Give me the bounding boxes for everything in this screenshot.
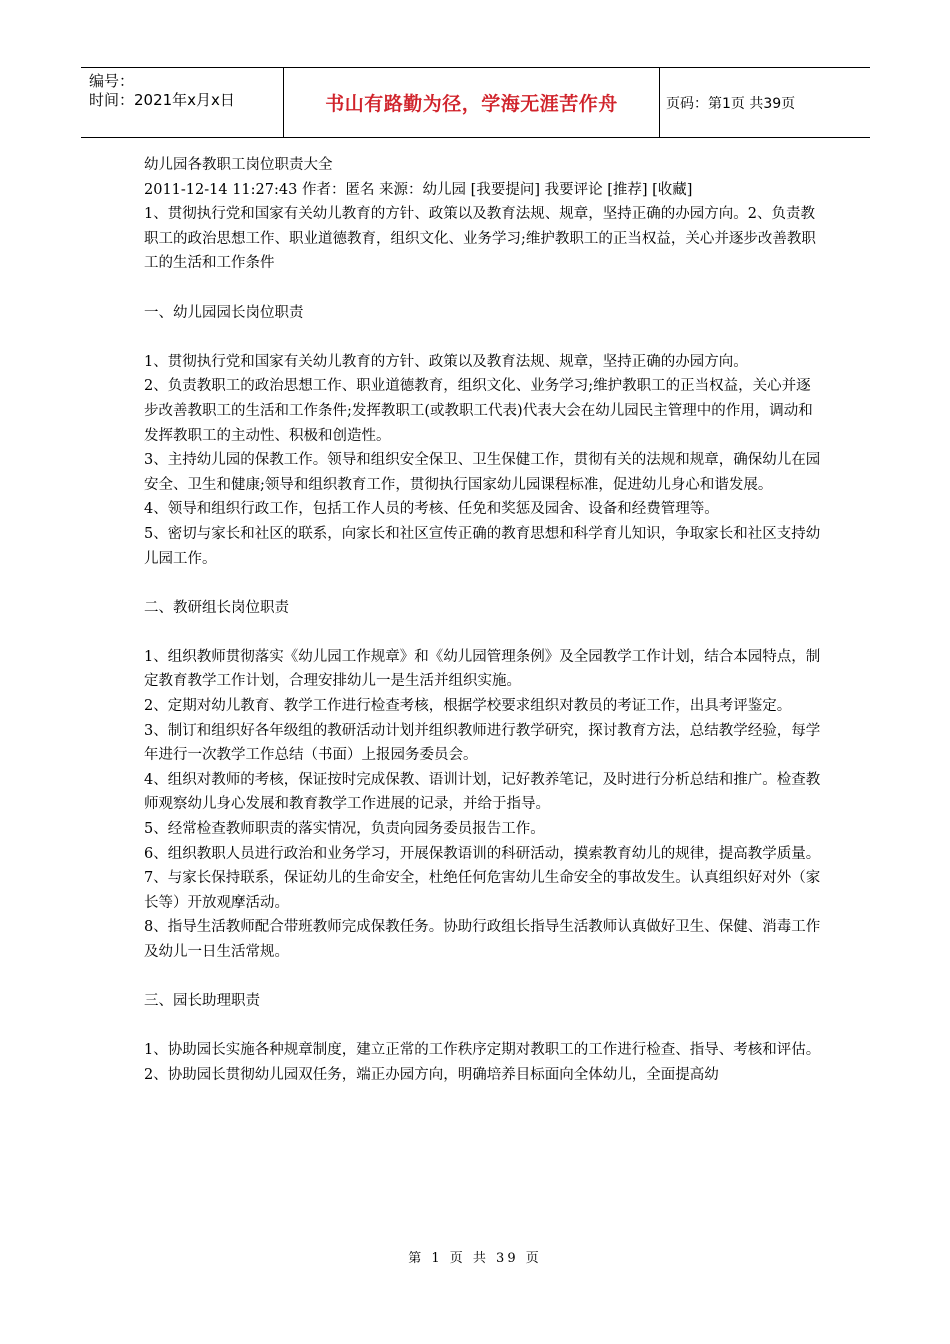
document-title: 幼儿园各教职工岗位职责大全 xyxy=(144,157,333,173)
header-motto: 书山有路勤为径，学海无涯苦作舟 xyxy=(284,68,660,137)
section-heading: 一、幼儿园园长岗位职责 xyxy=(144,304,304,321)
header-info-cell xyxy=(81,68,284,137)
list-item: 2、负责教职工的政治思想工作、职业道德教育，组织文化、业务学习;维护教职工的正当权益，关心并逐步改善教职工的生活和工作条件;发挥教职工(或教职工代表)代表大会在幼儿园民主管理中的作用，调动和发挥教职工的主动性、积极和创造性。 xyxy=(144,378,813,444)
document-meta: 2011-12-14 11:27:43 作者：匿名 来源：幼儿园 [我要提问] 我要评论 [推荐] [收藏] xyxy=(144,181,693,198)
list-item: 8、指导生活教师配合带班教师完成保教任务。协助行政组长指导生活教师认真做好卫生、保健、消毒工作及幼儿一日生活常规。 xyxy=(144,919,821,960)
list-item: 6、组织教职人员进行政治和业务学习，开展保教语训的科研活动，摸索教育幼儿的规律，提高教学质量。 xyxy=(144,845,821,862)
document-body xyxy=(144,153,824,1088)
document-number-label: 编号： xyxy=(89,72,135,90)
list-item: 3、主持幼儿园的保教工作。领导和组织安全保卫、卫生保健工作，贯彻有关的法规和规章，确保幼儿在园安全、卫生和健康;领导和组织教育工作，贯彻执行国家幼儿园课程标准，促进幼儿身心和谐发展。 xyxy=(144,452,821,493)
list-item: 2、协助园长贯彻幼儿园双任务，端正办园方向，明确培养目标面向全体幼儿，全面提高幼 xyxy=(144,1066,719,1083)
list-item: 4、组织对教师的考核，保证按时完成保教、语训计划，记好教养笔记，及时进行分析总结和推广。检查教师观察幼儿身心发展和教育教学工作进展的记录，并给于指导。 xyxy=(144,771,821,813)
section-heading: 三、园长助理职责 xyxy=(144,993,260,1010)
list-item: 2、定期对幼儿教育、教学工作进行检查考核，根据学校要求组织对教员的考证工作，出具考评鉴定。 xyxy=(144,698,792,715)
intro-paragraph: 1、贯彻执行党和国家有关幼儿教育的方针、政策以及教育法规、规章，坚持正确的办园方向。2、负责教职工的政治思想工作、职业道德教育，组织文化、业务学习;维护教职工的正当权益，关心并逐步改善教职工的生活和工作条件 xyxy=(144,206,816,272)
date-label: 时间：2021年x月x日 xyxy=(89,91,235,109)
list-item: 5、密切与家长和社区的联系，向家长和社区宣传正确的教育思想和科学育儿知识，争取家长和社区支持幼儿园工作。 xyxy=(144,525,821,567)
list-item: 1、组织教师贯彻落实《幼儿园工作规章》和《幼儿园管理条例》及全园教学工作计划，结合本园特点，制定教育教学工作计划，合理安排幼儿一是生活并组织实施。 xyxy=(144,648,821,690)
page-header xyxy=(81,67,870,138)
list-item: 7、与家长保持联系，保证幼儿的生命安全，杜绝任何危害幼儿生命安全的事故发生。认真组织好对外（家长等）开放观摩活动。 xyxy=(144,870,821,911)
list-item: 4、领导和组织行政工作，包括工作人员的考核、任免和奖惩及园舍、设备和经费管理等。 xyxy=(144,501,719,518)
list-item: 1、协助园长实施各种规章制度，建立正常的工作秩序定期对教职工的工作进行检查、指导、考核和评估。 xyxy=(144,1042,821,1059)
page-footer: 第 1 页 共 39 页 xyxy=(408,1251,542,1266)
section-heading: 二、教研组长岗位职责 xyxy=(144,599,289,616)
list-item: 3、制订和组织好各年级组的教研活动计划并组织教师进行教学研究，探讨教育方法，总结教学经验，每学年进行一次教学工作总结（书面）上报园务委员会。 xyxy=(144,722,821,764)
header-page-info: 页码：第1页 共39页 xyxy=(666,95,796,112)
list-item: 1、贯彻执行党和国家有关幼儿教育的方针、政策以及教育法规、规章，坚持正确的办园方向。 xyxy=(144,353,748,370)
list-item: 5、经常检查教师职责的落实情况，负责向园务委员报告工作。 xyxy=(144,821,545,838)
